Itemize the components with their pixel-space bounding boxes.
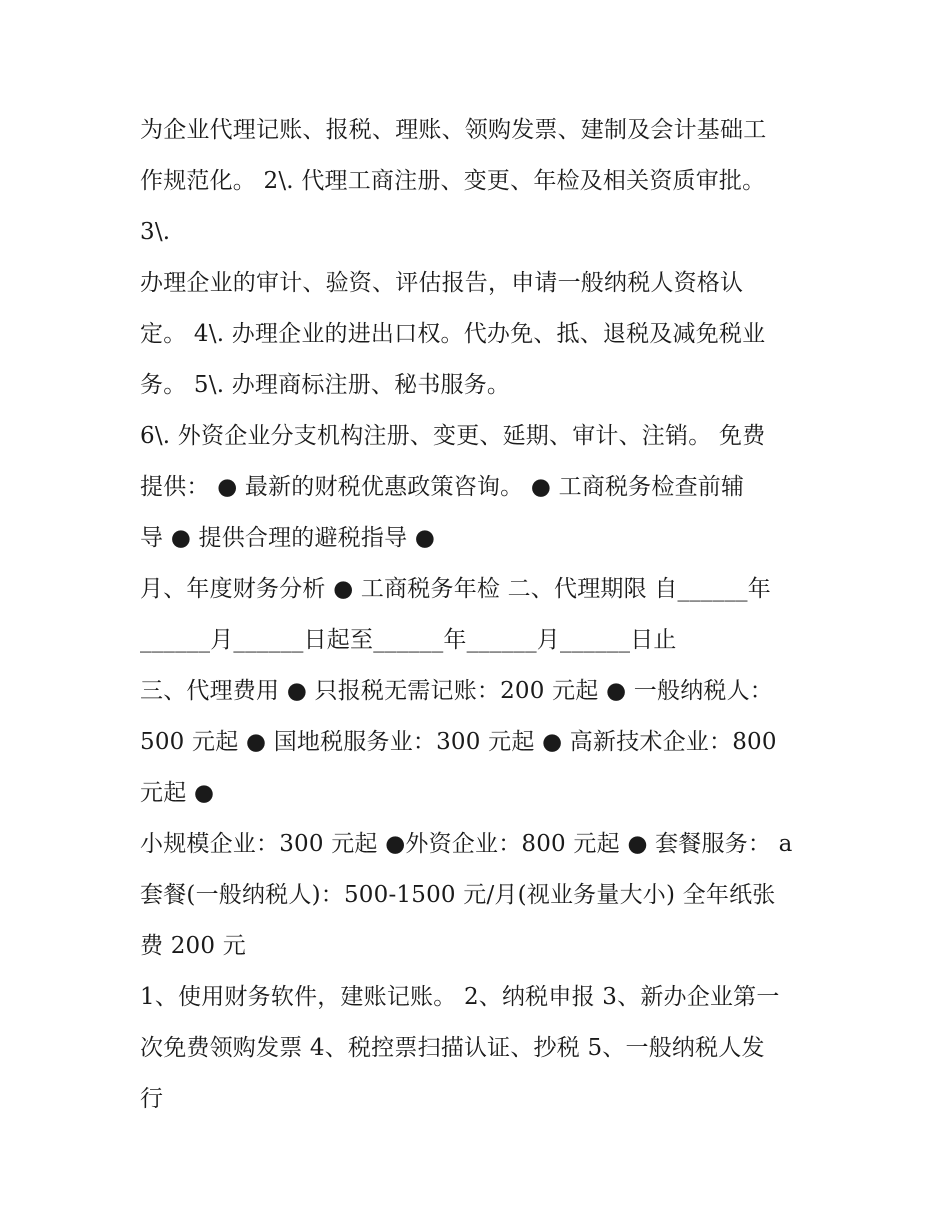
text-line: 行 <box>140 1086 164 1112</box>
text-line: 月、年度财务分析 ● 工商税务年检 二、代理期限 自______年 <box>140 576 771 602</box>
text-line: 为企业代理记账、报税、理账、领购发票、建制及会计基础工 <box>140 117 767 143</box>
text-line: 1、使用财务软件，建账记账。 2、纳税申报 3、新办企业第一 <box>140 984 780 1010</box>
document-body <box>140 108 830 1128</box>
text-line: 500 元起 ● 国地税服务业：300 元起 ● 高新技术企业：800 <box>140 729 777 755</box>
text-line: 提供： ● 最新的财税优惠政策咨询。 ● 工商税务检查前辅 <box>140 474 745 500</box>
text-line: 元起 ● <box>140 780 215 806</box>
text-line: ______月______日起至______年______月______日止 <box>140 627 677 653</box>
text-line: 定。 4\. 办理企业的进出口权。代办免、抵、退税及减免税业 <box>140 321 766 347</box>
text-line: 务。 5\. 办理商标注册、秘书服务。 <box>140 372 511 398</box>
text-line: 次免费领购发票 4、税控票扫描认证、抄税 5、一般纳税人发 <box>140 1035 765 1061</box>
text-line: 导 ● 提供合理的避税指导 ● <box>140 525 436 551</box>
text-line: 6\. 外资企业分支机构注册、变更、延期、审计、注销。 免费 <box>140 423 766 449</box>
text-line: 三、代理费用 ● 只报税无需记账：200 元起 ● 一般纳税人： <box>140 678 773 704</box>
text-line: 套餐(一般纳税人)：500-1500 元/月(视业务量大小) 全年纸张 <box>140 882 776 908</box>
text-line: 费 200 元 <box>140 933 246 959</box>
text-line: 办理企业的审计、验资、评估报告，申请一般纳税人资格认 <box>140 270 744 296</box>
text-line: 作规范化。 2\. 代理工商注册、变更、年检及相关资质审批。 <box>140 168 766 194</box>
text-line: 小规模企业：300 元起 ●外资企业：800 元起 ● 套餐服务： a <box>140 831 793 857</box>
text-line: 3\. <box>140 219 171 245</box>
